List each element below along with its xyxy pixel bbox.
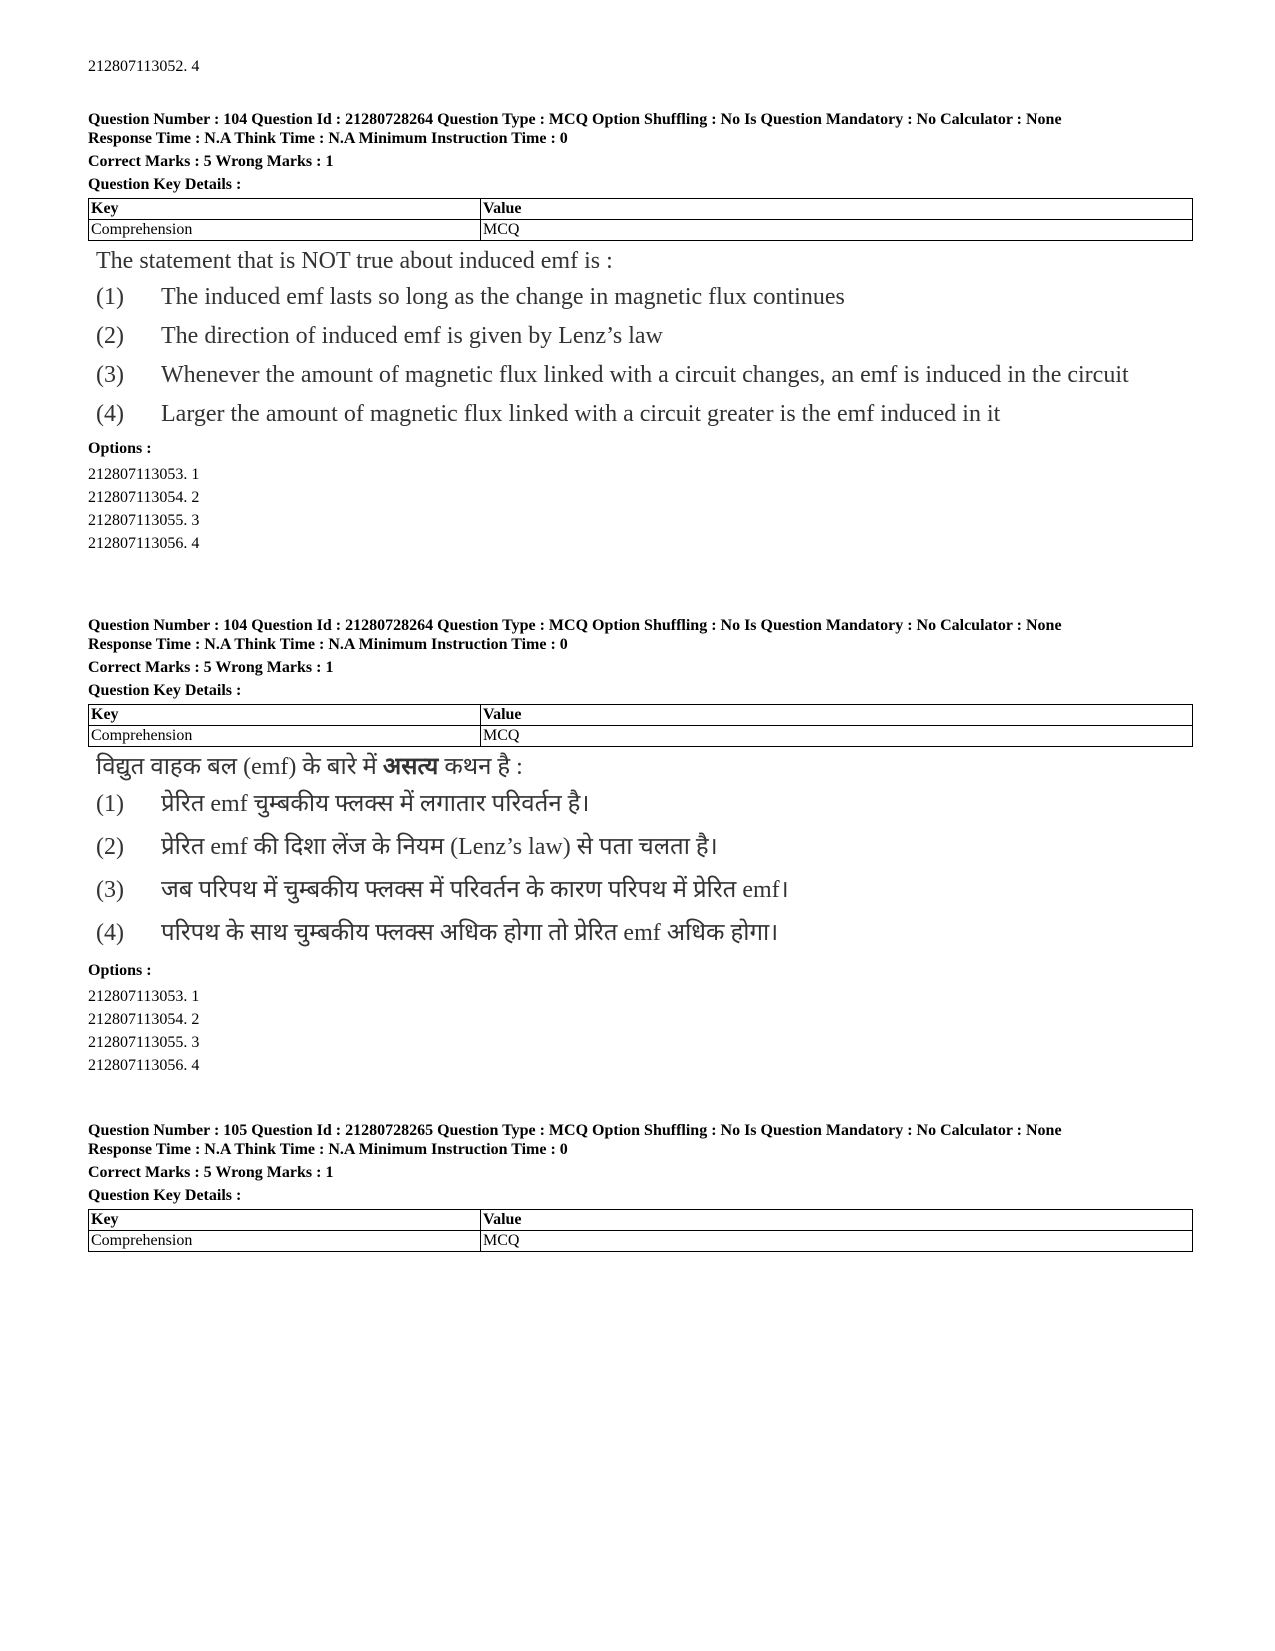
question-stem-part: विद्युत वाहक बल (emf) के बारे में — [96, 754, 383, 780]
option-id: 212807113056. 4 — [88, 1057, 200, 1074]
value-header-cell: Value — [481, 199, 1193, 220]
choice-item — [96, 322, 1193, 351]
choice-item — [96, 832, 1193, 862]
option-id: 212807113055. 3 — [88, 512, 200, 529]
choice-text: प्रेरित emf चुम्बकीय फ्लक्स में लगातार परिवर्तन है। — [161, 791, 590, 817]
options-label: Options : — [88, 962, 152, 979]
question-meta-line-1: Question Number : 104 Question Id : 21280728264 Question Type : MCQ Option Shuffling : No Is Question Mandatory : No Calculator : None — [88, 617, 1062, 634]
question-block-3 — [88, 1121, 1193, 1252]
key-table-header-row — [89, 1210, 1193, 1231]
choice-text: The induced emf lasts so long as the change in magnetic flux continues — [161, 284, 845, 310]
key-details-label: Question Key Details : — [88, 1187, 242, 1204]
marks-line: Correct Marks : 5 Wrong Marks : 1 — [88, 659, 334, 676]
key-details-table — [88, 704, 1193, 747]
choice-text: Larger the amount of magnetic flux linked with a circuit greater is the emf induced in it — [161, 401, 1001, 427]
question-choices — [96, 283, 1193, 429]
choice-item — [96, 361, 1193, 390]
choice-number: (3) — [96, 877, 124, 903]
key-header-cell: Key — [89, 1210, 481, 1231]
option-id-list — [88, 985, 1193, 1077]
question-meta-line-1: Question Number : 104 Question Id : 21280728264 Question Type : MCQ Option Shuffling : No Is Question Mandatory : No Calculator : None — [88, 111, 1062, 128]
question-meta — [88, 616, 1193, 654]
value-header-cell: Value — [481, 705, 1193, 726]
key-table-header-row — [89, 199, 1193, 220]
question-content — [88, 751, 1193, 948]
choice-number: (1) — [96, 791, 124, 817]
key-table-row — [89, 220, 1193, 241]
choice-number: (2) — [96, 323, 124, 349]
choice-number: (3) — [96, 362, 124, 388]
question-stem-part: कथन है : — [438, 754, 523, 780]
option-id-list — [88, 463, 1193, 555]
marks-line: Correct Marks : 5 Wrong Marks : 1 — [88, 1164, 334, 1181]
key-table-header-row — [89, 705, 1193, 726]
key-cell: Comprehension — [89, 726, 481, 747]
choice-number: (4) — [96, 401, 124, 427]
choice-item — [96, 283, 1193, 312]
question-meta-line-2: Response Time : N.A Think Time : N.A Minimum Instruction Time : 0 — [88, 636, 568, 653]
key-cell: Comprehension — [89, 1231, 481, 1252]
question-meta — [88, 110, 1193, 148]
option-id: 212807113056. 4 — [88, 535, 200, 552]
choice-item — [96, 875, 1193, 905]
choice-item — [96, 400, 1193, 429]
choice-text: Whenever the amount of magnetic flux linked with a circuit changes, an emf is induced in the circuit — [161, 362, 1129, 388]
question-stem-emphasis: असत्य — [382, 754, 439, 780]
choice-item — [96, 918, 1193, 948]
choice-text: परिपथ के साथ चुम्बकीय फ्लक्स अधिक होगा तो प्रेरित emf अधिक होगा। — [161, 920, 779, 946]
key-details-table — [88, 198, 1193, 241]
question-stem: The statement that is NOT true about induced emf is : — [96, 248, 613, 274]
page-reference: 212807113052. 4 — [88, 58, 200, 75]
choice-text: The direction of induced emf is given by Lenz’s law — [161, 323, 663, 349]
key-table-row — [89, 726, 1193, 747]
key-header-cell: Key — [89, 705, 481, 726]
option-id: 212807113053. 1 — [88, 466, 200, 483]
question-stem — [96, 751, 1193, 783]
question-content — [88, 245, 1193, 429]
choice-text: जब परिपथ में चुम्बकीय फ्लक्स में परिवर्तन के कारण परिपथ में प्रेरित emf। — [161, 877, 789, 903]
choice-item — [96, 789, 1193, 819]
key-details-table — [88, 1209, 1193, 1252]
options-label: Options : — [88, 440, 152, 457]
option-id: 212807113055. 3 — [88, 1034, 200, 1051]
question-meta-line-2: Response Time : N.A Think Time : N.A Minimum Instruction Time : 0 — [88, 130, 568, 147]
key-header-cell: Key — [89, 199, 481, 220]
choice-number: (2) — [96, 834, 124, 860]
value-header-cell: Value — [481, 1210, 1193, 1231]
marks-line: Correct Marks : 5 Wrong Marks : 1 — [88, 153, 334, 170]
choice-number: (1) — [96, 284, 124, 310]
choice-text: प्रेरित emf की दिशा लेंज के नियम (Lenz’s law) से पता चलता है। — [161, 834, 718, 860]
question-meta-line-1: Question Number : 105 Question Id : 21280728265 Question Type : MCQ Option Shuffling : No Is Question Mandatory : No Calculator : None — [88, 1122, 1062, 1139]
key-details-label: Question Key Details : — [88, 682, 242, 699]
choice-number: (4) — [96, 920, 124, 946]
key-cell: Comprehension — [89, 220, 481, 241]
question-block-1 — [88, 110, 1193, 555]
value-cell: MCQ — [481, 1231, 1193, 1252]
question-meta — [88, 1121, 1193, 1159]
value-cell: MCQ — [481, 726, 1193, 747]
question-block-2 — [88, 616, 1193, 1077]
option-id: 212807113053. 1 — [88, 988, 200, 1005]
option-id: 212807113054. 2 — [88, 489, 200, 506]
question-choices — [96, 789, 1193, 948]
value-cell: MCQ — [481, 220, 1193, 241]
question-meta-line-2: Response Time : N.A Think Time : N.A Minimum Instruction Time : 0 — [88, 1141, 568, 1158]
key-table-row — [89, 1231, 1193, 1252]
option-id: 212807113054. 2 — [88, 1011, 200, 1028]
key-details-label: Question Key Details : — [88, 176, 242, 193]
